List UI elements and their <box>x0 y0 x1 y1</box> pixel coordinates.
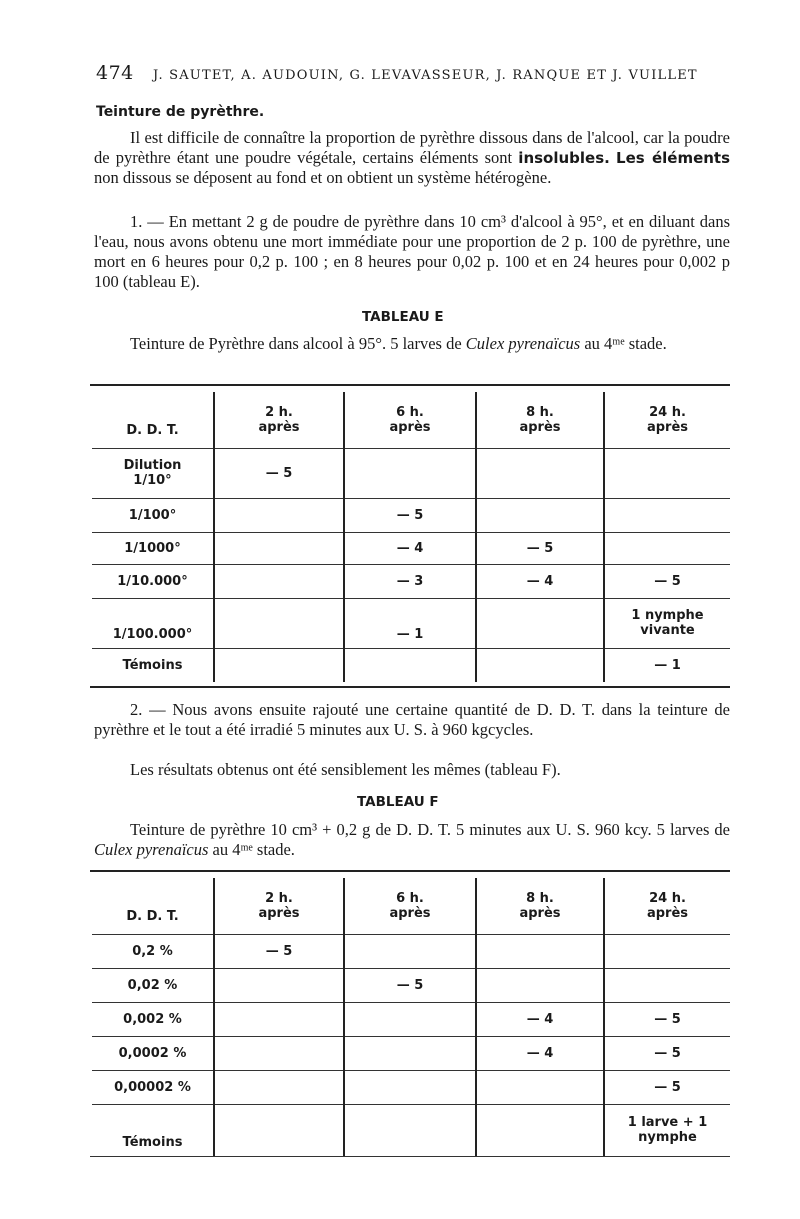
table-f-header-8h: 8 h. après <box>476 878 604 934</box>
table-row <box>92 1002 730 1036</box>
intro-text-end: non dissous se déposent au fond et on obtient un système hétérogène. <box>94 168 552 187</box>
cell <box>476 498 604 532</box>
table-row <box>92 1070 730 1104</box>
table-e-bottom-rule <box>90 686 730 688</box>
experiment-1-text: 1. — En mettant 2 g de poudre de pyrèthre dans 10 cm³ d'alcool à 95°, et en diluant dans l'eau, nous avons obtenu une mort immédiate pour une proportion de 2 p. 100 de pyrèthre, une mort en 6 heures pour 0,2 p. 100 ; en 8 heures pour 0,02 p. 100 et en 24 heures pour 0,002 p 100 (tableau E). <box>94 212 730 291</box>
cell: — 5 <box>604 1036 730 1070</box>
table-row <box>92 532 730 564</box>
cell <box>344 934 476 968</box>
table-e-header-ddt: D. D. T. <box>92 392 214 448</box>
cell <box>476 968 604 1002</box>
table-f-caption-species: Culex pyrenaïcus <box>94 840 209 859</box>
cell: — 5 <box>604 1070 730 1104</box>
running-header <box>96 62 706 84</box>
cell <box>604 498 730 532</box>
row-label: 0,002 % <box>92 1002 214 1036</box>
table-f-title: TABLEAU F <box>357 794 439 810</box>
cell <box>214 1070 344 1104</box>
cell: — 4 <box>344 532 476 564</box>
intro-bold-1: insolubles. <box>518 149 610 167</box>
results-text: Les résultats obtenus ont été sensiblement les mêmes (tableau F). <box>130 760 561 779</box>
cell <box>214 564 344 598</box>
table-e-caption-end: au 4ᵐᵉ stade. <box>584 334 667 353</box>
cell: — 5 <box>604 564 730 598</box>
cell: — 5 <box>476 532 604 564</box>
cell <box>214 1036 344 1070</box>
cell: — 3 <box>344 564 476 598</box>
table-f <box>92 878 730 1156</box>
table-f-caption <box>94 820 730 860</box>
cell <box>214 598 344 648</box>
row-label: Témoins <box>122 657 183 673</box>
table-f-caption-text: Teinture de pyrèthre 10 cm³ + 0,2 g de D. D. T. 5 minutes aux U. S. 960 kcy. 5 larves de <box>130 820 730 839</box>
cell: — 4 <box>476 564 604 598</box>
table-e-header-8h: 8 h. après <box>476 392 604 448</box>
table-row <box>92 648 730 682</box>
table-f-caption-end: au 4ᵐᵉ stade. <box>212 840 295 859</box>
cell <box>344 1104 476 1156</box>
table-row <box>92 1036 730 1070</box>
page-number: 474 <box>96 62 134 84</box>
table-e <box>92 392 730 682</box>
table-row <box>92 934 730 968</box>
table-row <box>92 448 730 498</box>
table-f-top-rule <box>90 870 730 872</box>
row-label: 1/100° <box>92 498 214 532</box>
cell: — 5 <box>214 448 344 498</box>
row-label: 0,2 % <box>92 934 214 968</box>
cell: — 5 <box>344 498 476 532</box>
cell <box>476 934 604 968</box>
cell <box>604 968 730 1002</box>
table-e-caption-species: Culex pyrenaïcus <box>465 334 581 353</box>
cell <box>214 1002 344 1036</box>
table-f-header-row <box>92 878 730 934</box>
cell: — 4 <box>476 1002 604 1036</box>
cell <box>214 648 344 682</box>
table-f-header-ddt: D. D. T. <box>92 878 214 934</box>
row-label: 0,02 % <box>92 968 214 1002</box>
row-label: 0,0002 % <box>92 1036 214 1070</box>
cell <box>344 1036 476 1070</box>
table-f-header-2h: 2 h. après <box>214 878 344 934</box>
cell <box>476 448 604 498</box>
table-e-header-6h: 6 h. après <box>344 392 476 448</box>
cell: — 1 <box>604 648 730 682</box>
table-e-header-row <box>92 392 730 448</box>
cell <box>344 1002 476 1036</box>
cell <box>344 648 476 682</box>
intro-text: Il est difficile de connaître la proportion de pyrèthre dissous dans de l'alcool, car la poudre de pyrèthre étant une poudre végétale, certains éléments sont <box>94 128 730 167</box>
cell: — 4 <box>476 1036 604 1070</box>
row-label: Dilution 1/10° <box>92 448 214 498</box>
cell <box>476 598 604 648</box>
row-label: 0,00002 % <box>92 1070 214 1104</box>
row-label: 1/1000° <box>92 532 214 564</box>
header-authors: J. SAUTET, A. AUDOUIN, G. LEVAVASSEUR, J. RANQUE ET J. VUILLET <box>153 68 698 83</box>
table-e-caption-text: Teinture de Pyrèthre dans alcool à 95°. 5 larves de <box>130 334 462 353</box>
cell <box>476 648 604 682</box>
cell <box>604 934 730 968</box>
cell <box>344 1070 476 1104</box>
cell: — 5 <box>214 934 344 968</box>
table-e-header-24h: 24 h. après <box>604 392 730 448</box>
paragraph-experiment-2 <box>94 700 730 740</box>
cell <box>344 448 476 498</box>
table-e-caption <box>94 334 730 354</box>
table-row <box>92 968 730 1002</box>
cell: — 5 <box>344 968 476 1002</box>
cell: — 5 <box>604 1002 730 1036</box>
cell <box>214 1104 344 1156</box>
cell: 1 larve + 1 nymphe <box>604 1104 730 1156</box>
cell <box>604 532 730 564</box>
cell <box>604 448 730 498</box>
table-row <box>92 498 730 532</box>
table-f-header-6h: 6 h. après <box>344 878 476 934</box>
paragraph-experiment-1 <box>94 212 730 292</box>
cell <box>214 532 344 564</box>
intro-bold-2: Les éléments <box>616 149 731 167</box>
experiment-2-text: 2. — Nous avons ensuite rajouté une certaine quantité de D. D. T. dans la teinture de pyrèthre et le tout a été irradié 5 minutes aux U. S. à 960 kgcycles. <box>94 700 730 739</box>
table-f-header-24h: 24 h. après <box>604 878 730 934</box>
table-row <box>92 564 730 598</box>
cell <box>476 1104 604 1156</box>
table-e-top-rule <box>90 384 730 386</box>
cell <box>214 498 344 532</box>
cell <box>214 968 344 1002</box>
table-row <box>92 1104 730 1156</box>
row-label: 1/100.000° <box>92 598 214 648</box>
cell: 1 nymphe vivante <box>604 598 730 648</box>
table-row <box>92 598 730 648</box>
paragraph-results <box>94 760 730 780</box>
section-title: Teinture de pyrèthre. <box>96 104 265 120</box>
row-label: Témoins <box>122 1135 183 1150</box>
table-e-title: TABLEAU E <box>362 309 444 325</box>
table-f-bottom-rule <box>90 1156 730 1157</box>
cell: — 1 <box>344 598 476 648</box>
cell <box>476 1070 604 1104</box>
paragraph-intro <box>94 128 730 188</box>
row-label: 1/10.000° <box>92 564 214 598</box>
table-e-header-2h: 2 h. après <box>214 392 344 448</box>
